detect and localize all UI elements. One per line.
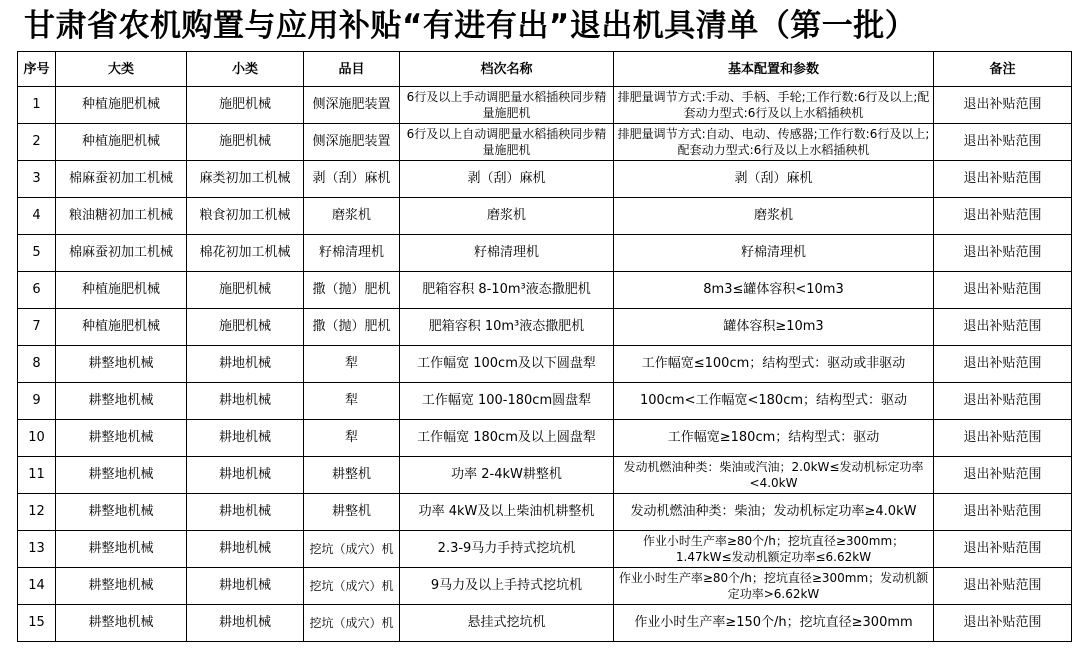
- cell-grade: 6行及以上自动调肥量水稻插秧同步精量施肥机: [400, 124, 614, 161]
- cell-seq: 9: [18, 383, 56, 420]
- cell-note: 退出补贴范围: [934, 346, 1072, 383]
- header-major: 大类: [56, 52, 187, 87]
- cell-item: 籽棉清理机: [304, 235, 400, 272]
- table-row: [18, 531, 1072, 568]
- cell-config: 籽棉清理机: [614, 235, 934, 272]
- cell-grade: 6行及以上手动调肥量水稻插秧同步精量施肥机: [400, 87, 614, 124]
- cell-config: 发动机燃油种类：柴油或汽油；2.0kW≤发动机标定功率<4.0kW: [614, 457, 934, 494]
- cell-item: 撒（抛）肥机: [304, 309, 400, 346]
- table-row: [18, 198, 1072, 235]
- cell-major: 耕整地机械: [56, 568, 187, 605]
- cell-note: 退出补贴范围: [934, 198, 1072, 235]
- cell-grade: 2.3-9马力手持式挖坑机: [400, 531, 614, 568]
- cell-item: 撒（抛）肥机: [304, 272, 400, 309]
- cell-item: 挖坑（成穴）机: [304, 605, 400, 642]
- cell-minor: 麻类初加工机械: [187, 161, 304, 198]
- cell-grade: 工作幅宽 180cm及以上圆盘犁: [400, 420, 614, 457]
- cell-item: 犁: [304, 420, 400, 457]
- cell-item: 耕整机: [304, 494, 400, 531]
- cell-minor: 耕地机械: [187, 494, 304, 531]
- cell-note: 退出补贴范围: [934, 272, 1072, 309]
- cell-minor: 耕地机械: [187, 457, 304, 494]
- cell-minor: 棉花初加工机械: [187, 235, 304, 272]
- cell-seq: 14: [18, 568, 56, 605]
- cell-config: 剥（刮）麻机: [614, 161, 934, 198]
- cell-minor: 施肥机械: [187, 309, 304, 346]
- cell-seq: 15: [18, 605, 56, 642]
- cell-major: 棉麻蚕初加工机械: [56, 235, 187, 272]
- table-row: [18, 124, 1072, 161]
- table-row: [18, 605, 1072, 642]
- cell-config: 罐体容积≥10m3: [614, 309, 934, 346]
- cell-seq: 8: [18, 346, 56, 383]
- cell-config: 作业小时生产率≥150个/h；挖坑直径≥300mm: [614, 605, 934, 642]
- cell-note: 退出补贴范围: [934, 235, 1072, 272]
- table-row: [18, 309, 1072, 346]
- cell-note: 退出补贴范围: [934, 161, 1072, 198]
- cell-item: 犁: [304, 346, 400, 383]
- cell-config: 工作幅宽≥180cm；结构型式：驱动: [614, 420, 934, 457]
- cell-note: 退出补贴范围: [934, 309, 1072, 346]
- cell-minor: 耕地机械: [187, 420, 304, 457]
- cell-minor: 施肥机械: [187, 87, 304, 124]
- cell-grade: 悬挂式挖坑机: [400, 605, 614, 642]
- cell-item: 侧深施肥装置: [304, 124, 400, 161]
- cell-item: 侧深施肥装置: [304, 87, 400, 124]
- cell-grade: 功率 4kW及以上柴油机耕整机: [400, 494, 614, 531]
- cell-grade: 工作幅宽 100cm及以下圆盘犁: [400, 346, 614, 383]
- header-note: 备注: [934, 52, 1072, 87]
- cell-item: 犁: [304, 383, 400, 420]
- cell-note: 退出补贴范围: [934, 124, 1072, 161]
- cell-config: 发动机燃油种类：柴油；发动机标定功率≥4.0kW: [614, 494, 934, 531]
- cell-seq: 7: [18, 309, 56, 346]
- cell-seq: 11: [18, 457, 56, 494]
- cell-grade: 工作幅宽 100-180cm圆盘犁: [400, 383, 614, 420]
- cell-minor: 施肥机械: [187, 272, 304, 309]
- cell-seq: 13: [18, 531, 56, 568]
- cell-major: 耕整地机械: [56, 605, 187, 642]
- cell-note: 退出补贴范围: [934, 457, 1072, 494]
- table-header-row: [18, 52, 1072, 87]
- cell-note: 退出补贴范围: [934, 494, 1072, 531]
- cell-config: 磨浆机: [614, 198, 934, 235]
- cell-grade: 籽棉清理机: [400, 235, 614, 272]
- cell-major: 粮油糖初加工机械: [56, 198, 187, 235]
- table-row: [18, 346, 1072, 383]
- cell-config: 8m3≤罐体容积<10m3: [614, 272, 934, 309]
- cell-note: 退出补贴范围: [934, 531, 1072, 568]
- cell-config: 作业小时生产率≥80个/h；挖坑直径≥300mm；发动机额定功率>6.62kW: [614, 568, 934, 605]
- cell-item: 耕整机: [304, 457, 400, 494]
- table-row: [18, 272, 1072, 309]
- cell-seq: 5: [18, 235, 56, 272]
- cell-seq: 4: [18, 198, 56, 235]
- cell-minor: 耕地机械: [187, 605, 304, 642]
- cell-major: 耕整地机械: [56, 494, 187, 531]
- header-config: 基本配置和参数: [614, 52, 934, 87]
- header-item: 品目: [304, 52, 400, 87]
- table-row: [18, 161, 1072, 198]
- cell-config: 排肥量调节方式:自动、电动、传感器;工作行数:6行及以上;配套动力型式:6行及以上水稻插秧机: [614, 124, 934, 161]
- table-row: [18, 420, 1072, 457]
- cell-note: 退出补贴范围: [934, 420, 1072, 457]
- cell-grade: 肥箱容积 10m³液态撒肥机: [400, 309, 614, 346]
- cell-note: 退出补贴范围: [934, 605, 1072, 642]
- cell-major: 种植施肥机械: [56, 309, 187, 346]
- table-row: [18, 383, 1072, 420]
- cell-item: 剥（刮）麻机: [304, 161, 400, 198]
- cell-config: 工作幅宽≤100cm；结构型式：驱动或非驱动: [614, 346, 934, 383]
- cell-grade: 肥箱容积 8-10m³液态撒肥机: [400, 272, 614, 309]
- table-row: [18, 87, 1072, 124]
- cell-minor: 耕地机械: [187, 531, 304, 568]
- cell-seq: 6: [18, 272, 56, 309]
- header-seq: 序号: [18, 52, 56, 87]
- cell-config: 排肥量调节方式:手动、手柄、手轮;工作行数:6行及以上;配套动力型式:6行及以上水稻插秧机: [614, 87, 934, 124]
- table-row: [18, 494, 1072, 531]
- cell-minor: 粮食初加工机械: [187, 198, 304, 235]
- cell-major: 棉麻蚕初加工机械: [56, 161, 187, 198]
- header-minor: 小类: [187, 52, 304, 87]
- cell-config: 作业小时生产率≥80个/h；挖坑直径≥300mm；1.47kW≤发动机额定功率≤6.62kW: [614, 531, 934, 568]
- table-row: [18, 457, 1072, 494]
- cell-seq: 10: [18, 420, 56, 457]
- cell-major: 种植施肥机械: [56, 272, 187, 309]
- cell-major: 耕整地机械: [56, 346, 187, 383]
- cell-grade: 剥（刮）麻机: [400, 161, 614, 198]
- cell-major: 耕整地机械: [56, 531, 187, 568]
- cell-major: 种植施肥机械: [56, 124, 187, 161]
- cell-seq: 1: [18, 87, 56, 124]
- header-grade: 档次名称: [400, 52, 614, 87]
- cell-grade: 磨浆机: [400, 198, 614, 235]
- cell-major: 耕整地机械: [56, 383, 187, 420]
- cell-note: 退出补贴范围: [934, 568, 1072, 605]
- cell-major: 耕整地机械: [56, 420, 187, 457]
- cell-minor: 耕地机械: [187, 568, 304, 605]
- cell-item: 挖坑（成穴）机: [304, 568, 400, 605]
- table-row: [18, 568, 1072, 605]
- cell-major: 种植施肥机械: [56, 87, 187, 124]
- cell-minor: 耕地机械: [187, 346, 304, 383]
- cell-item: 挖坑（成穴）机: [304, 531, 400, 568]
- cell-seq: 2: [18, 124, 56, 161]
- cell-seq: 3: [18, 161, 56, 198]
- page-title: 甘肃省农机购置与应用补贴“有进有出”退出机具清单（第一批）: [24, 8, 917, 44]
- cell-config: 100cm<工作幅宽<180cm；结构型式：驱动: [614, 383, 934, 420]
- cell-minor: 耕地机械: [187, 383, 304, 420]
- cell-item: 磨浆机: [304, 198, 400, 235]
- cell-grade: 9马力及以上手持式挖坑机: [400, 568, 614, 605]
- cell-minor: 施肥机械: [187, 124, 304, 161]
- cell-note: 退出补贴范围: [934, 87, 1072, 124]
- subsidy-exit-table: [17, 51, 1072, 642]
- cell-seq: 12: [18, 494, 56, 531]
- cell-major: 耕整地机械: [56, 457, 187, 494]
- cell-note: 退出补贴范围: [934, 383, 1072, 420]
- cell-grade: 功率 2-4kW耕整机: [400, 457, 614, 494]
- table-row: [18, 235, 1072, 272]
